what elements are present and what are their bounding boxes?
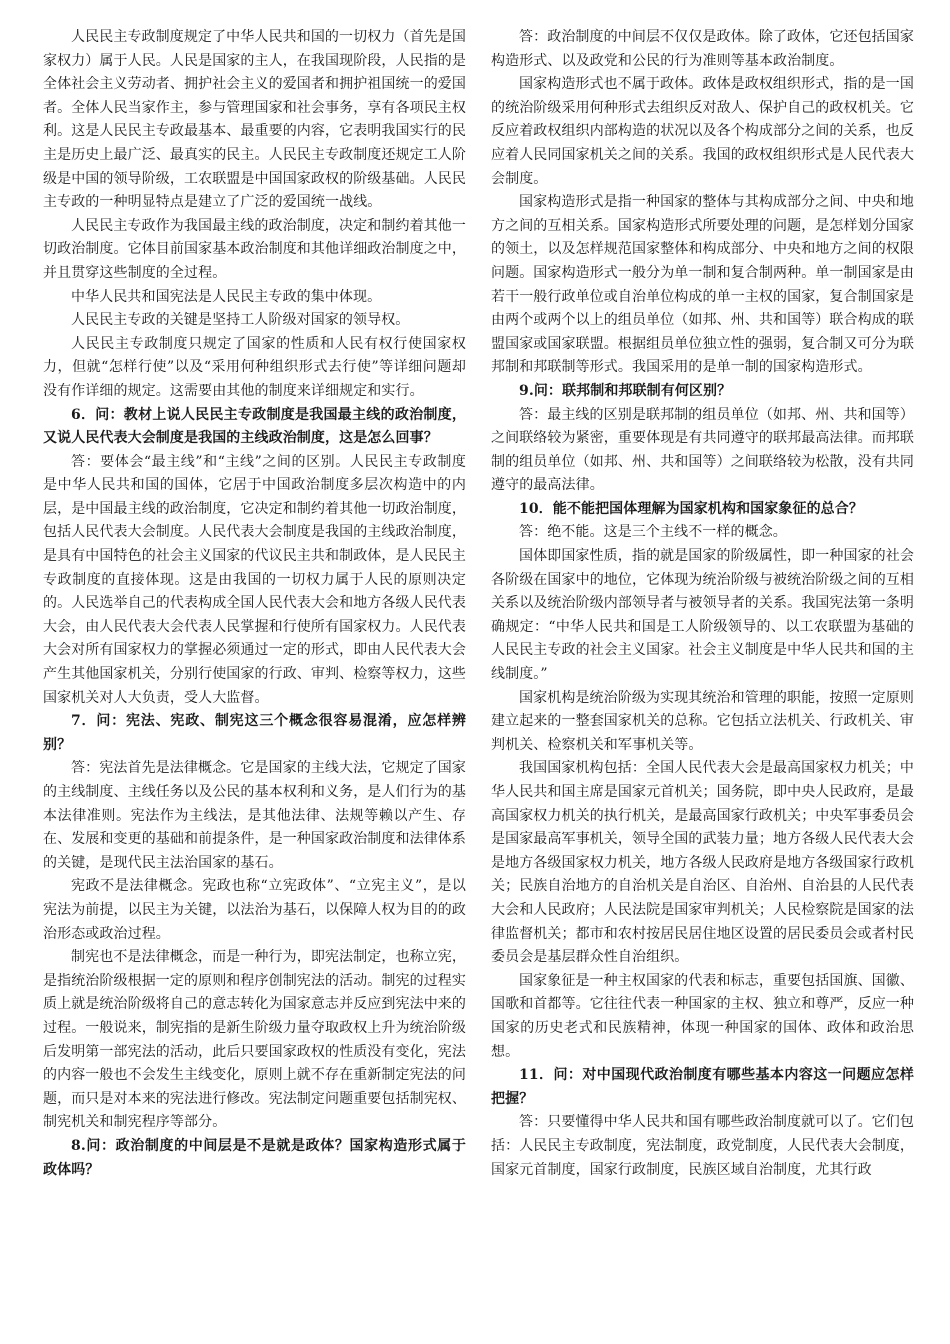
- paragraph: 制宪也不是法律概念，而是一种行为，即宪法制定，也称立宪，是指统治阶级根据一定的原则和程序创制宪法的活动。制宪的过程实质上就是统治阶级将自己的意志转化为国家意志并反应到宪法中来的过程。一般说来，制宪指的是新生阶级力量夺取政权上升为统治阶级后发明第一部宪法的活动，此后只要国家政权的性质没有变化，宪法的内容一般也不会发生主线变化，原则上就不存在重新制定宪法的问题，而只是对本来的宪法进行修改。宪法制定问题重要包括制宪权、制宪机关和制宪程序等部分。: [43, 949, 466, 1131]
- paragraph: 我国国家机构包括：全国人民代表大会是最高国家权力机关；中华人民共和国主席是国家元首机关；国务院，即中央人民政府，是最高国家权力机关的执行机关，是最高国家行政机关；中央军事委员会是国家最高军事机关，领导全国的武装力量；地方各级人民代表大会是地方各级国家权力机关，地方各级人民政府是地方各级国家行政机关；民族自治地方的自治机关是自治区、自治州、自治县的人民代表大会和人民政府；人民法院是国家审判机关；人民检察院是国家的法律监督机关；都市和农村按居民居住地区设置的居民委员会或者村民委员会是基层群众性自治组织。: [491, 760, 914, 966]
- paragraph: 中华人民共和国宪法是人民民主专政的集中体现。: [71, 288, 382, 305]
- paragraph: 人民民主专政作为我国最主线的政治制度，决定和制约着其他一切政治制度。它体目前国家基本政治制度和其他详细政治制度之中，并且贯穿这些制度的全过程。: [43, 217, 466, 281]
- paragraph: 人民民主专政的关键是坚持工人阶级对国家的领导权。: [71, 312, 410, 329]
- paragraph: 答：宪法首先是法律概念。它是国家的主线大法，它规定了国家的主线制度、主线任务以及公民的基本权利和义务，是人们行为的基本法律准则。宪法作为主线法，是其他法律、法规等赖以产生、存在、发展和变更的基础和前提条件，是一种国家政治制度和法律体系的关键，是现代民主法治国家的基石。: [43, 760, 466, 871]
- paragraph: 答：只要懂得中华人民共和国有哪些政治制度就可以了。它们包括：人民民主专政制度，宪法制度，政党制度，人民代表大会制度，国家元首制度，国家行政制度，民族区域自治制度，尤其行政: [491, 1114, 914, 1178]
- paragraph: 国家构造形式也不属于政体。政体是政权组织形式，指的是一国的统治阶级采用何种形式去组织反对敌人、保护自己的政权机关。它反应着政权组织内部构造的状况以及各个构成部分之间的关系，也反应着人民同国家机关之间的关系。我国的政权组织形式是人民代表大会制度。: [491, 76, 914, 187]
- paragraph: 答：绝不能。这是三个主线不一样的概念。: [519, 524, 787, 541]
- paragraph: 答：政治制度的中间层不仅仅是政体。除了政体，它还包括国家构造形式、以及政党和公民的行为准则等基本政治制度。: [491, 29, 914, 69]
- question-heading: 9.问：联邦制和邦联制有何区别？: [519, 382, 732, 399]
- paragraph: 国家机构是统治阶级为实现其统治和管理的职能，按照一定原则建立起来的一整套国家机关的总称。它包括立法机关、行政机关、审判机关、检察机关和军事机关等。: [491, 689, 914, 753]
- left-column: [43, 26, 466, 1344]
- paragraph: 国体即国家性质，指的就是国家的阶级属性，即一种国家的社会各阶级在国家中的地位，它体现为统治阶级与被统治阶级之间的互相关系以及统治阶级内部领导者与被领导者的关系。我国宪法第一条明确规定：“中华人民共和国是工人阶级领导的、以工农联盟为基础的人民民主专政的社会主义国家。社会主义制度是中华人民共和国的主线制度。”: [491, 548, 914, 683]
- paragraph: 国家象征是一种主权国家的代表和标志，重要包括国旗、国徽、国歌和首都等。它往往代表一种国家的主权、独立和尊严，反应一种国家的历史老式和民族精神，体现一种国家的国体、政体和政治思想。: [491, 972, 914, 1060]
- question-heading: 6．问：教材上说人民民主专政制度是我国最主线的政治制度，又说人民代表大会制度是我国的主线政治制度，这是怎么回事？: [43, 406, 466, 447]
- paragraph: 人民民主专政制度只规定了国家的性质和人民有权行使国家权力，但就“怎样行使”以及“采用何种组织形式去行使”等详细问题却没有作详细的规定。这需要由其他的制度来详细规定和实行。: [43, 335, 466, 399]
- paragraph: 国家构造形式是指一种国家的整体与其构成部分之间、中央和地方之间的互相关系。国家构造形式所要处理的问题，是怎样划分国家的领土，以及怎样规范国家整体和构成部分、中央和地方之间的权限问题。国家构造形式一般分为单一制和复合制两种。单一制国家是由若干一般行政单位或自治单位构成的单一主权的国家，复合制国家是由两个或两个以上的组员单位（如邦、州、共和国等）联合构成的联盟国家或国家联盟。根据组员单位独立性的强弱，复合制又可分为联邦制和邦联制等形式。我国采用的是单一制的国家构造形式。: [491, 194, 914, 376]
- right-column: [491, 26, 914, 1344]
- paragraph: 宪政不是法律概念。宪政也称“立宪政体”、“立宪主义”，是以宪法为前提，以民主为关键，以法治为基石，以保障人权为目的的政治形态或政治过程。: [43, 878, 466, 942]
- paragraph: 人民民主专政制度规定了中华人民共和国的一切权力（首先是国家权力）属于人民。人民是国家的主人，在我国现阶段，人民指的是全体社会主义劳动者、拥护社会主义的爱国者和拥护祖国统一的爱国者。全体人民当家作主，参与管理国家和社会事务，享有各项民主权利。这是人民民主专政最基本、最重要的内容，它表明我国实行的民主是历史上最广泛、最真实的民主。人民民主专政制度还规定工人阶级是中国的领导阶级，工农联盟是中国国家政权的阶级基础。人民民主专政的一种明显特点是建立了广泛的爱国统一战线。: [43, 29, 466, 211]
- paragraph: 答：要体会“最主线”和“主线”之间的区别。人民民主专政制度是中华人民共和国的国体，它居于中国政治制度多层次构造中的内层，是中国最主线的政治制度，它决定和制约着其他一切政治制度，包括人民代表大会制度。人民代表大会制度是我国的主线政治制度，是具有中国特色的社会主义国家的代议民主共和制政体，是人民民主专政制度的直接体现。这是由我国的一切权力属于人民的原则决定的。人民选举自己的代表构成全国人民代表大会和地方各级人民代表大会，由人民代表大会代表人民掌握和行使所有国家权力。人民代表大会对所有国家权力的掌握必须通过一定的形式，即由人民代表大会产生其他国家机关，分别行使国家的行政、审判、检察等权力，这些国家机关对人大负责，受人大监督。: [43, 453, 466, 706]
- question-heading: 10．能不能把国体理解为国家机构和国家象征的总合？: [519, 500, 863, 517]
- question-heading: 11．问：对中国现代政治制度有哪些基本内容这一问题应怎样把握？: [491, 1067, 914, 1107]
- paragraph: 答：最主线的区别是联邦制的组员单位（如邦、州、共和国等）之间联络较为紧密，重要体现是有共同遵守的联邦最高法律。而邦联制的组员单位（如邦、州、共和国等）之间联络较为松散，没有共同遵守的最高法律。: [491, 406, 914, 494]
- question-heading: 7．问：宪法、宪政、制宪这三个概念很容易混淆，应怎样辨别？: [43, 713, 466, 753]
- question-heading: 8.问：政治制度的中间层是不是就是政体？国家构造形式属于政体吗？: [43, 1137, 466, 1178]
